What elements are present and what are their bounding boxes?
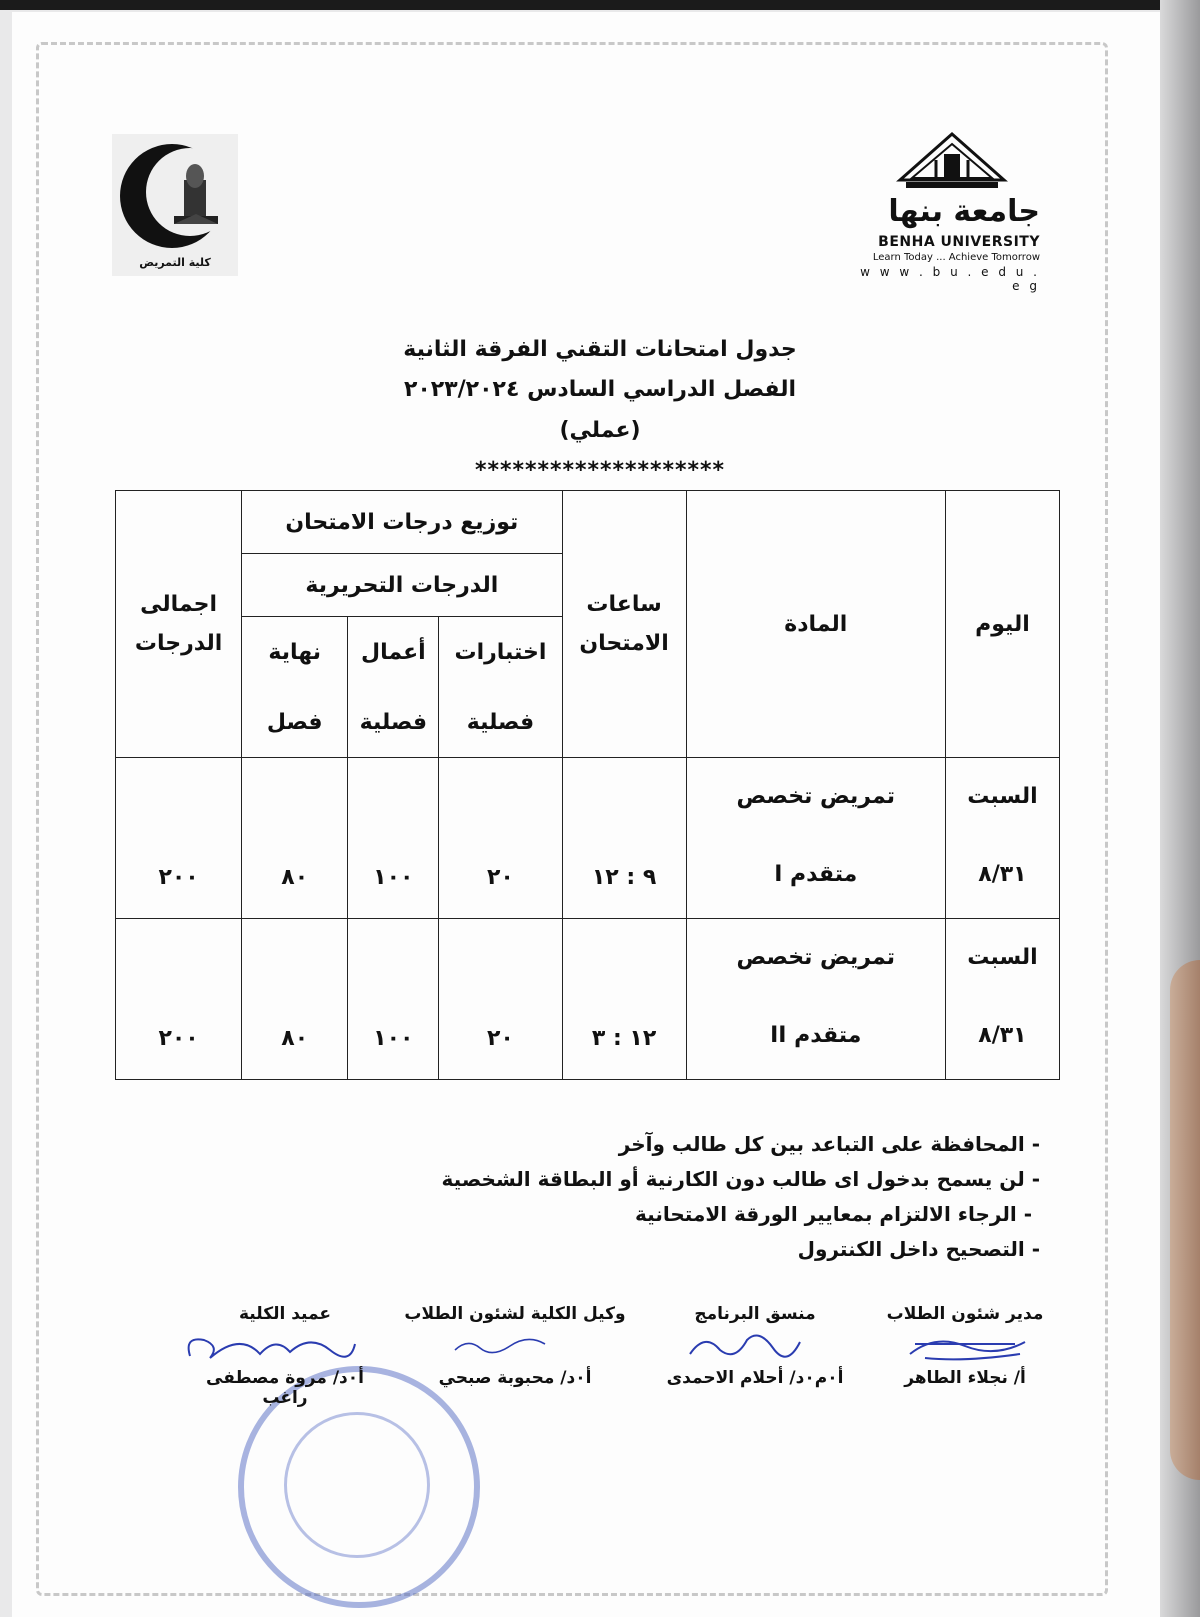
row-hours: [562, 758, 686, 919]
scan-top-edge: [0, 0, 1200, 10]
handwritten-signature-4: [180, 1326, 360, 1366]
row-subject-line1: تمريض تخصص: [736, 945, 895, 970]
scan-hand-shadow: [1170, 960, 1200, 1480]
row-day: السبت: [967, 784, 1038, 809]
row-subject-cell: [686, 758, 945, 919]
row-quizzes: [439, 919, 562, 1080]
header-final-line2: فصل: [266, 709, 323, 735]
semester-line: الفصل الدراسي السادس ٢٠٢٣/٢٠٢٤: [403, 377, 797, 402]
row-total: [116, 919, 242, 1080]
handwritten-signature-3: [450, 1334, 550, 1358]
row-total-value: ٢٠٠: [158, 864, 199, 890]
university-name-arabic: جامعة بنها: [888, 194, 1040, 229]
row-hours-value: ٩ : ١٢: [591, 864, 657, 890]
row-final: [242, 758, 348, 919]
header-written-grades: الدرجات التحريرية: [242, 554, 562, 617]
exam-type: (عملي): [559, 418, 641, 443]
header-grade-distribution: توزيع درجات الامتحان: [242, 491, 562, 554]
header-total-grades: [116, 491, 242, 758]
header-final-line1: نهاية: [268, 639, 322, 665]
instruction-item: - الرجاء الالتزام بمعايير الورقة الامتحانية: [635, 1202, 1032, 1226]
faculty-logo-caption: كلية التمريض: [139, 256, 211, 269]
row-coursework: [348, 758, 439, 919]
row-final: [242, 919, 348, 1080]
instruction-item: - التصحيح داخل الكنترول: [797, 1237, 1040, 1261]
signature-role: مدير شئون الطلاب: [886, 1304, 1044, 1324]
row-date: ٨/٣١: [978, 862, 1027, 887]
exam-schedule-table: [115, 490, 1060, 1080]
signature-role: عميد الكلية: [239, 1304, 331, 1324]
signature-role: منسق البرنامج: [694, 1304, 816, 1324]
row-hours-value: ١٢ : ٣: [591, 1025, 657, 1051]
header-quizzes-line2: فصلية: [466, 709, 535, 735]
header-coursework-line2: فصلية: [359, 709, 428, 735]
row-subject-line1: تمريض تخصص: [736, 784, 895, 809]
university-website: w w w . b u . e d u . e g: [860, 265, 1040, 293]
header-quizzes: [439, 617, 562, 758]
header-subject: المادة: [686, 491, 945, 758]
header-coursework: [348, 617, 439, 758]
signature-name: أ٠د/ مروة مصطفى راغب: [206, 1368, 364, 1408]
row-day: السبت: [967, 945, 1038, 970]
university-tagline: Learn Today ... Achieve Tomorrow: [872, 252, 1040, 263]
handwritten-signature-1: [905, 1324, 1035, 1364]
header-hours-line1: ساعات: [586, 592, 662, 617]
header-total-line2: الدرجات: [134, 631, 223, 656]
row-final-value: ٨٠: [281, 864, 309, 890]
table-row: [116, 758, 1060, 919]
row-subject-line2: متقدم I: [774, 862, 858, 887]
header-day: اليوم: [945, 491, 1059, 758]
university-name-english: BENHA UNIVERSITY: [878, 234, 1040, 250]
row-coursework-value: ١٠٠: [373, 864, 414, 890]
row-hours: [562, 919, 686, 1080]
header-quizzes-line1: اختبارات: [454, 639, 547, 665]
row-final-value: ٨٠: [281, 1025, 309, 1051]
signature-name: أ٠م٠د/ أحلام الاحمدى: [666, 1368, 844, 1388]
header-exam-hours: [562, 491, 686, 758]
signature-name: أ٠د/ محبوبة صبحي: [438, 1368, 592, 1388]
header-coursework-line1: أعمال: [361, 639, 426, 665]
signature-role: وكيل الكلية لشئون الطلاب: [404, 1304, 626, 1324]
handwritten-signature-2: [685, 1326, 805, 1364]
row-quizzes: [439, 758, 562, 919]
instruction-item: - لن يسمح بدخول اى طالب دون الكارنية أو البطاقة الشخصية: [441, 1167, 1040, 1191]
crescent-lamp-emblem-icon: [116, 136, 234, 254]
row-day-cell: [945, 919, 1059, 1080]
instruction-item: - المحافظة على التباعد بين كل طالب وآخر: [618, 1132, 1040, 1156]
table-row: [116, 919, 1060, 1080]
benha-university-logo: [850, 130, 1050, 293]
row-subject-cell: [686, 919, 945, 1080]
header-hours-line2: الامتحان: [579, 631, 669, 656]
row-quizzes-value: ٢٠: [487, 864, 514, 890]
faculty-of-nursing-logo: [112, 134, 238, 276]
header-total-line1: اجمالى: [140, 592, 218, 617]
pyramid-emblem-icon: [892, 130, 1012, 192]
row-coursework: [348, 919, 439, 1080]
row-subject-line2: متقدم II: [770, 1023, 862, 1048]
row-date: ٨/٣١: [978, 1023, 1027, 1048]
row-total: [116, 758, 242, 919]
title-separator: ********************: [474, 458, 726, 483]
exam-instructions: [340, 1127, 1040, 1267]
row-total-value: ٢٠٠: [158, 1025, 199, 1051]
document-title: جدول امتحانات التقني الفرقة الثانية: [403, 337, 797, 362]
row-quizzes-value: ٢٠: [487, 1025, 514, 1051]
header-final: [242, 617, 348, 758]
row-coursework-value: ١٠٠: [373, 1025, 414, 1051]
signature-name: أ/ نجلاء الطاهر: [904, 1368, 1026, 1388]
row-day-cell: [945, 758, 1059, 919]
